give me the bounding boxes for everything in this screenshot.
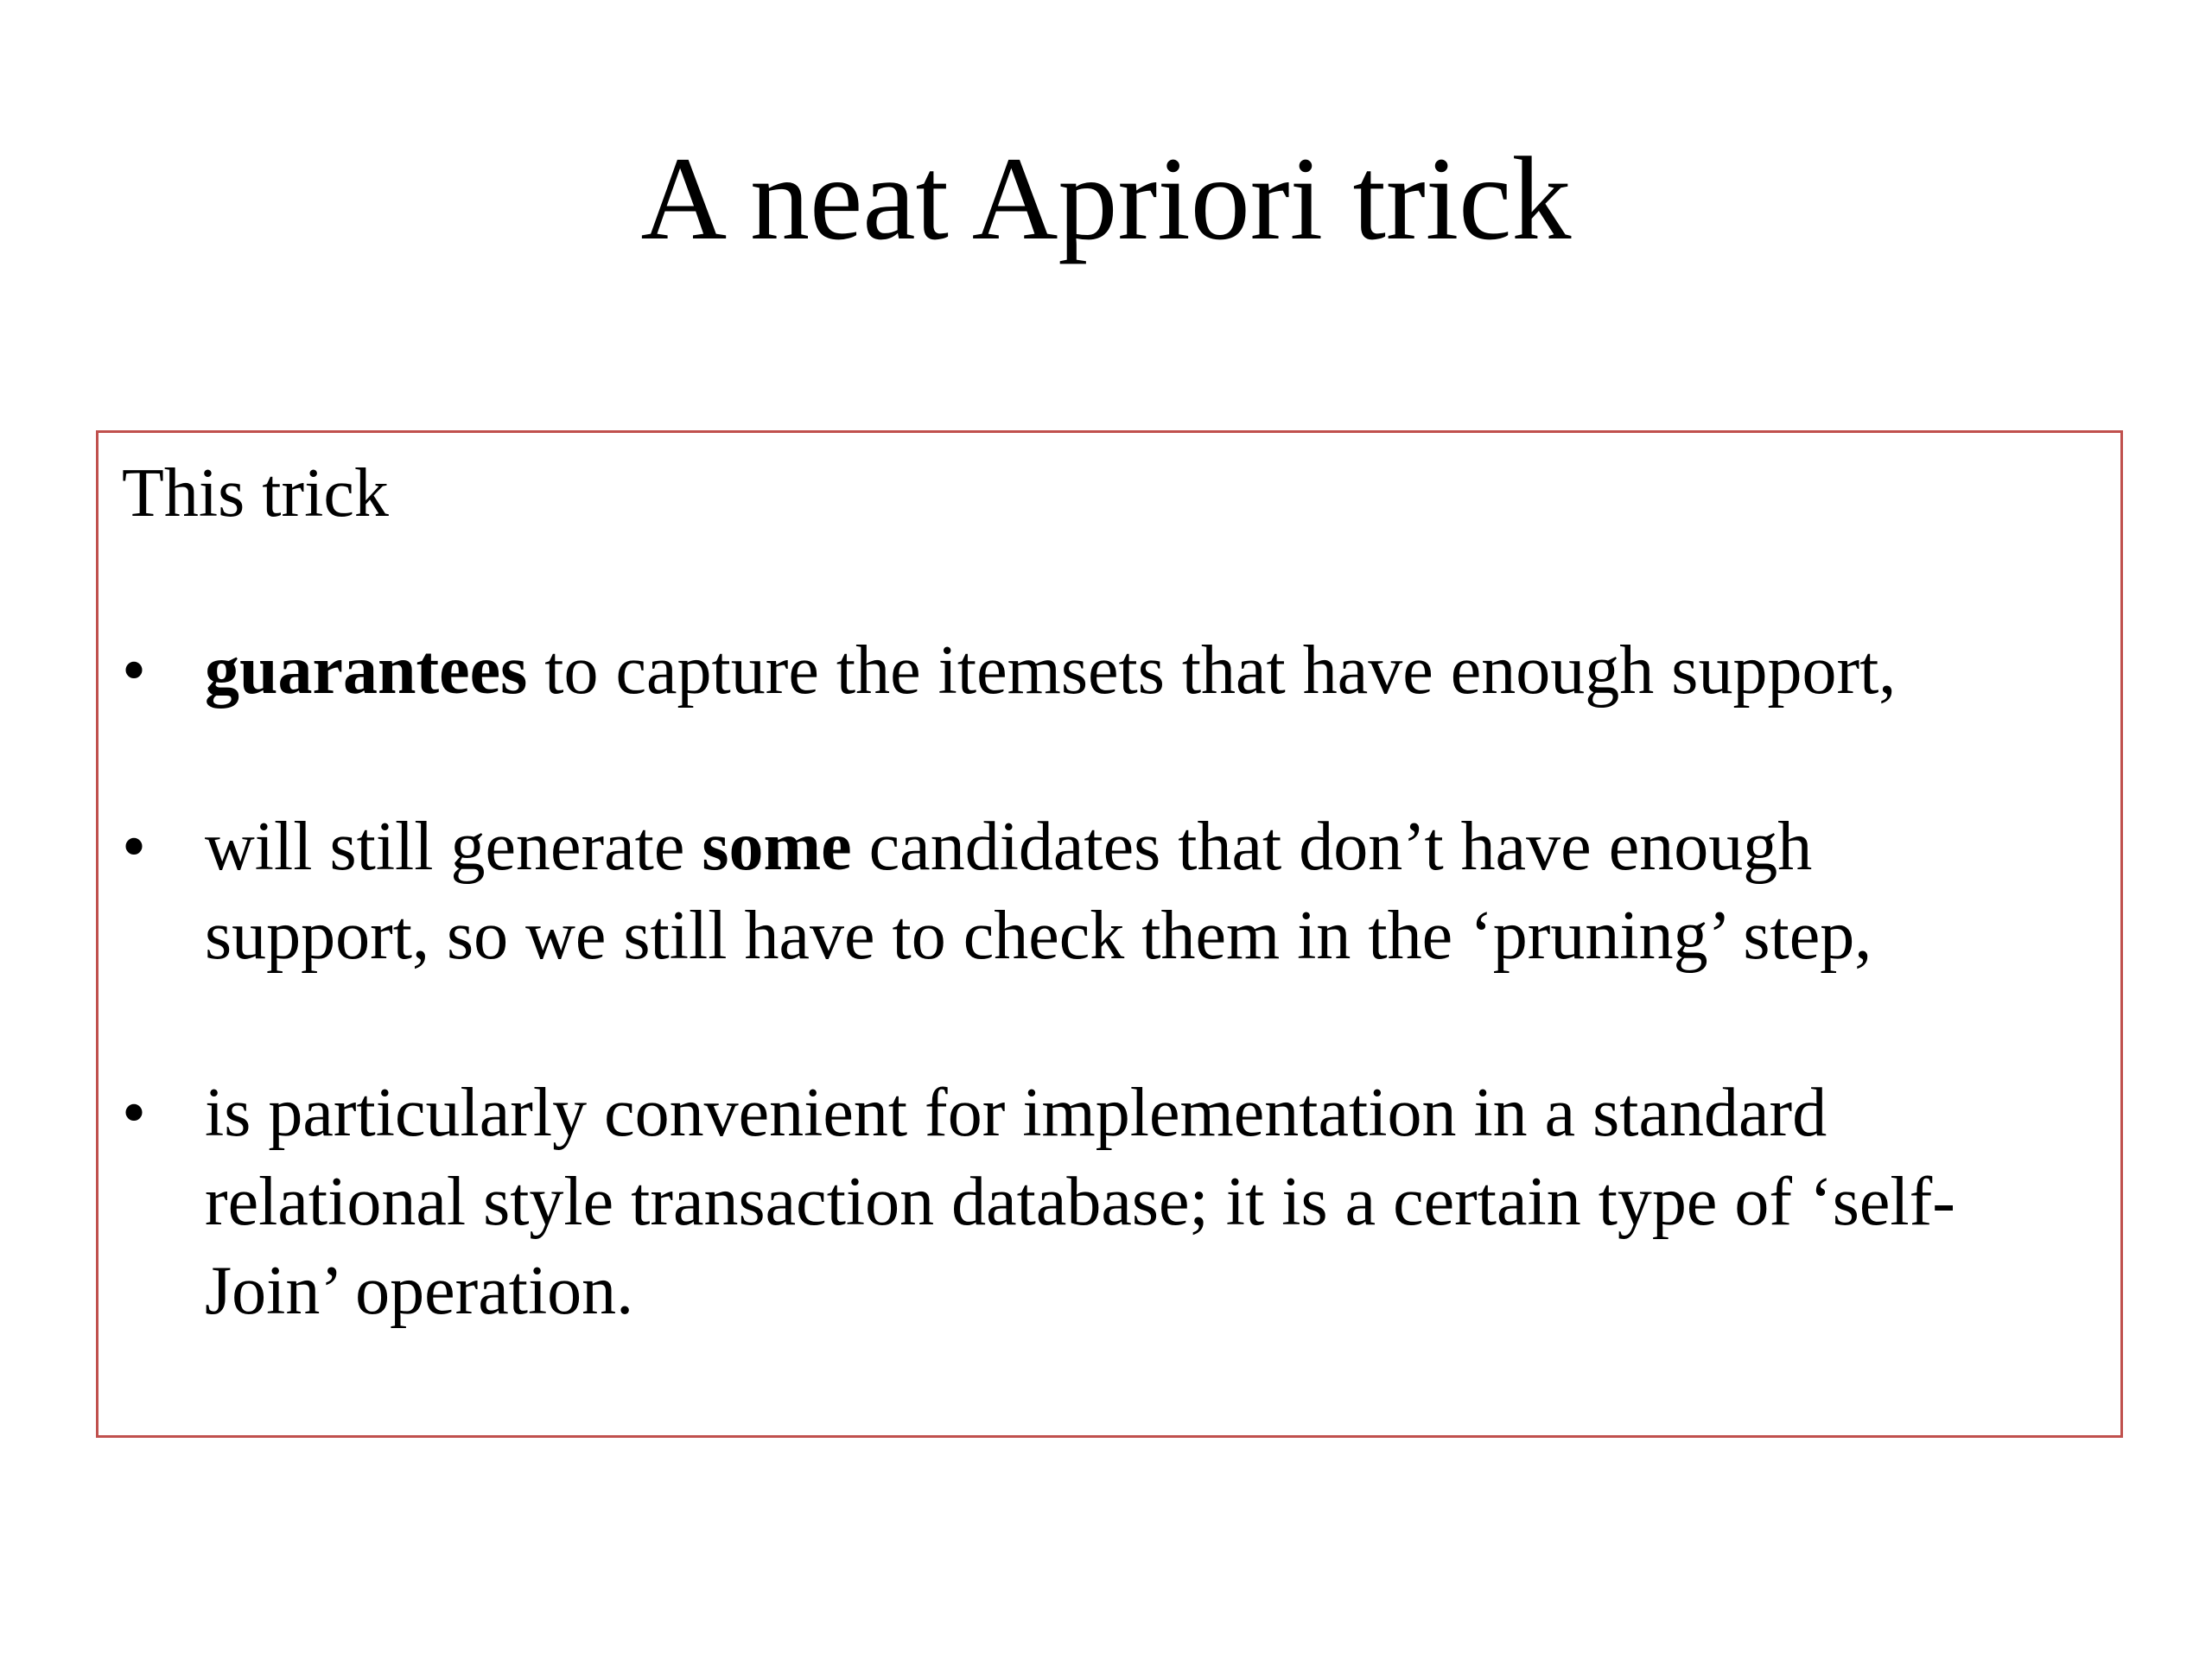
- slide-title: A neat Apriori trick: [640, 132, 1572, 264]
- intro-text: This trick: [122, 455, 389, 531]
- bullet-text: [205, 1069, 2106, 1336]
- bullet-line: [205, 803, 2106, 892]
- emphasis-text: guarantees: [205, 632, 528, 709]
- bullet-line-text: will still generate: [205, 809, 702, 885]
- bullet-line: support, so we still have to check them in the ‘pruning’ step,: [205, 898, 1872, 974]
- bullet-icon: •: [122, 809, 147, 885]
- content-box: [96, 430, 2123, 1438]
- bullet-line: relational style transaction database; it is a certain type of ‘self-: [205, 1164, 1955, 1240]
- bullet-line: Join’ operation.: [205, 1253, 634, 1329]
- bullet-text: [205, 803, 2106, 981]
- bullet-line: is particularly convenient for implementation in a standard: [205, 1075, 1827, 1151]
- emphasis-text: some: [702, 809, 852, 885]
- bullet-line: [205, 626, 2106, 715]
- bullet-text: [205, 626, 2106, 715]
- bullet-icon: •: [122, 1075, 147, 1151]
- bullet-line-text: to capture the itemsets that have enough support,: [527, 632, 1897, 709]
- bullet-line-text: candidates that don’t have enough: [851, 809, 1813, 885]
- bullet-icon: •: [122, 632, 147, 709]
